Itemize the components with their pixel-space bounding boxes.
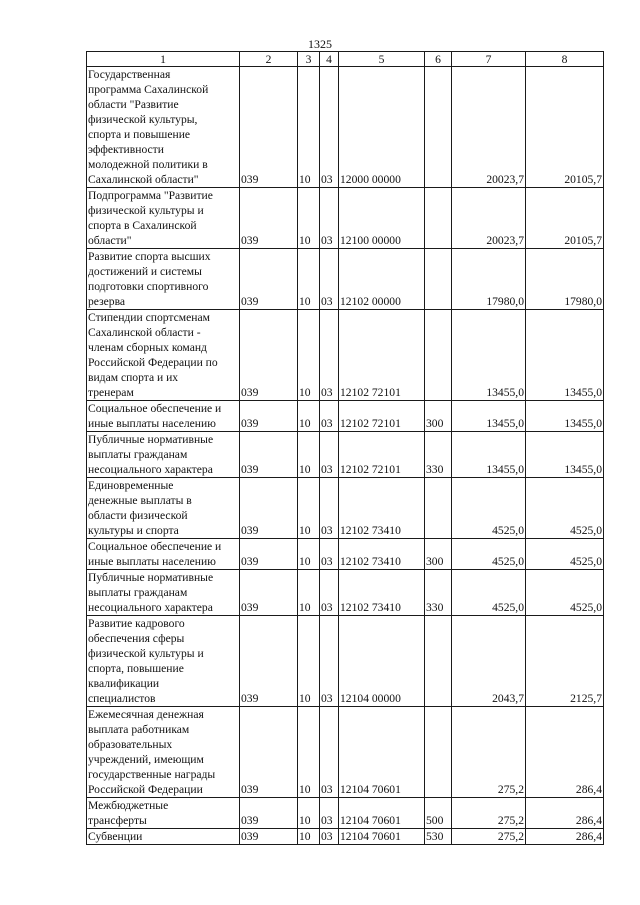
column-header-3: 3	[298, 52, 320, 67]
table-row	[87, 707, 604, 798]
cell-amount-col7: 2043,7	[452, 616, 526, 707]
cell-subsection: 03	[320, 829, 339, 845]
cell-amount-col8: 4525,0	[526, 570, 604, 616]
cell-section: 10	[298, 188, 320, 249]
column-header-1: 1	[87, 52, 240, 67]
cell-section: 10	[298, 432, 320, 478]
column-header-2: 2	[240, 52, 298, 67]
cell-expense-type: 530	[425, 829, 452, 845]
cell-section: 10	[298, 249, 320, 310]
cell-name: Стипендии спортсменам Сахалинской области - членам сборных команд Российской Федерации по видам спорта и их тренерам	[87, 310, 240, 401]
cell-target-article: 12104 70601	[339, 707, 425, 798]
cell-amount-col7: 13455,0	[452, 401, 526, 432]
cell-subsection: 03	[320, 188, 339, 249]
cell-expense-type: 300	[425, 539, 452, 570]
cell-grbs: 039	[240, 249, 298, 310]
cell-amount-col7: 17980,0	[452, 249, 526, 310]
cell-name: Межбюджетные трансферты	[87, 798, 240, 829]
cell-name: Развитие кадрового обеспечения сферы физической культуры и спорта, повышение квалификации специалистов	[87, 616, 240, 707]
cell-section: 10	[298, 707, 320, 798]
cell-amount-col8: 20105,7	[526, 188, 604, 249]
cell-subsection: 03	[320, 707, 339, 798]
table-row	[87, 539, 604, 570]
cell-amount-col7: 275,2	[452, 829, 526, 845]
cell-target-article: 12102 73410	[339, 570, 425, 616]
cell-amount-col8: 286,4	[526, 707, 604, 798]
cell-section: 10	[298, 570, 320, 616]
cell-amount-col8: 286,4	[526, 798, 604, 829]
cell-grbs: 039	[240, 616, 298, 707]
cell-amount-col8: 13455,0	[526, 432, 604, 478]
cell-name: Единовременные денежные выплаты в области физической культуры и спорта	[87, 478, 240, 539]
cell-grbs: 039	[240, 67, 298, 188]
cell-expense-type: 330	[425, 570, 452, 616]
cell-amount-col8: 286,4	[526, 829, 604, 845]
cell-expense-type	[425, 249, 452, 310]
table-row	[87, 67, 604, 188]
table-row	[87, 478, 604, 539]
cell-amount-col7: 20023,7	[452, 67, 526, 188]
cell-name: Государственная программа Сахалинской области "Развитие физической культуры, спорта и повышение эффективности молодежной политики в Сахалинской области"	[87, 67, 240, 188]
cell-subsection: 03	[320, 401, 339, 432]
cell-target-article: 12000 00000	[339, 67, 425, 188]
cell-subsection: 03	[320, 798, 339, 829]
cell-expense-type	[425, 616, 452, 707]
cell-subsection: 03	[320, 539, 339, 570]
cell-amount-col7: 275,2	[452, 798, 526, 829]
cell-section: 10	[298, 310, 320, 401]
cell-section: 10	[298, 401, 320, 432]
cell-target-article: 12102 72101	[339, 432, 425, 478]
cell-grbs: 039	[240, 707, 298, 798]
column-header-6: 6	[425, 52, 452, 67]
cell-target-article: 12102 72101	[339, 310, 425, 401]
cell-subsection: 03	[320, 249, 339, 310]
cell-amount-col7: 13455,0	[452, 310, 526, 401]
cell-amount-col7: 13455,0	[452, 432, 526, 478]
cell-section: 10	[298, 798, 320, 829]
budget-table	[86, 51, 604, 845]
cell-amount-col7: 20023,7	[452, 188, 526, 249]
table-row	[87, 401, 604, 432]
cell-name: Публичные нормативные выплаты гражданам несоциального характера	[87, 432, 240, 478]
cell-amount-col8: 2125,7	[526, 616, 604, 707]
cell-expense-type: 500	[425, 798, 452, 829]
cell-target-article: 12104 70601	[339, 798, 425, 829]
cell-expense-type	[425, 707, 452, 798]
cell-subsection: 03	[320, 478, 339, 539]
cell-expense-type	[425, 310, 452, 401]
cell-grbs: 039	[240, 432, 298, 478]
cell-amount-col8: 17980,0	[526, 249, 604, 310]
cell-section: 10	[298, 539, 320, 570]
cell-subsection: 03	[320, 432, 339, 478]
cell-name: Субвенции	[87, 829, 240, 845]
cell-amount-col7: 4525,0	[452, 570, 526, 616]
cell-grbs: 039	[240, 310, 298, 401]
column-header-7: 7	[452, 52, 526, 67]
header-row	[87, 52, 604, 67]
cell-name: Публичные нормативные выплаты гражданам несоциального характера	[87, 570, 240, 616]
cell-subsection: 03	[320, 310, 339, 401]
cell-subsection: 03	[320, 616, 339, 707]
cell-grbs: 039	[240, 570, 298, 616]
cell-section: 10	[298, 829, 320, 845]
cell-name: Подпрограмма "Развитие физической культуры и спорта в Сахалинской области"	[87, 188, 240, 249]
cell-expense-type: 330	[425, 432, 452, 478]
column-header-8: 8	[526, 52, 604, 67]
cell-grbs: 039	[240, 539, 298, 570]
cell-subsection: 03	[320, 570, 339, 616]
cell-target-article: 12102 73410	[339, 478, 425, 539]
page-number: 1325	[308, 37, 332, 51]
cell-target-article: 12104 00000	[339, 616, 425, 707]
cell-grbs: 039	[240, 478, 298, 539]
cell-amount-col8: 13455,0	[526, 401, 604, 432]
cell-target-article: 12102 00000	[339, 249, 425, 310]
cell-grbs: 039	[240, 798, 298, 829]
cell-amount-col7: 275,2	[452, 707, 526, 798]
cell-target-article: 12102 72101	[339, 401, 425, 432]
cell-amount-col7: 4525,0	[452, 539, 526, 570]
table-row	[87, 310, 604, 401]
cell-subsection: 03	[320, 67, 339, 188]
table-row	[87, 570, 604, 616]
cell-name: Социальное обеспечение и иные выплаты населению	[87, 401, 240, 432]
table-row	[87, 432, 604, 478]
cell-name: Ежемесячная денежная выплата работникам образовательных учреждений, имеющим государственные награды Российской Федерации	[87, 707, 240, 798]
cell-target-article: 12102 73410	[339, 539, 425, 570]
cell-target-article: 12100 00000	[339, 188, 425, 249]
cell-expense-type	[425, 188, 452, 249]
cell-section: 10	[298, 478, 320, 539]
cell-target-article: 12104 70601	[339, 829, 425, 845]
cell-expense-type	[425, 478, 452, 539]
cell-section: 10	[298, 616, 320, 707]
cell-amount-col8: 4525,0	[526, 539, 604, 570]
table-row	[87, 829, 604, 845]
cell-amount-col8: 20105,7	[526, 67, 604, 188]
cell-name: Социальное обеспечение и иные выплаты населению	[87, 539, 240, 570]
cell-section: 10	[298, 67, 320, 188]
cell-amount-col7: 4525,0	[452, 478, 526, 539]
table-row	[87, 616, 604, 707]
cell-grbs: 039	[240, 401, 298, 432]
cell-amount-col8: 4525,0	[526, 478, 604, 539]
cell-expense-type	[425, 67, 452, 188]
table-row	[87, 188, 604, 249]
cell-grbs: 039	[240, 188, 298, 249]
cell-grbs: 039	[240, 829, 298, 845]
table-row	[87, 249, 604, 310]
cell-expense-type: 300	[425, 401, 452, 432]
table-row	[87, 798, 604, 829]
column-header-4: 4	[320, 52, 339, 67]
cell-name: Развитие спорта высших достижений и системы подготовки спортивного резерва	[87, 249, 240, 310]
column-header-5: 5	[339, 52, 425, 67]
cell-amount-col8: 13455,0	[526, 310, 604, 401]
